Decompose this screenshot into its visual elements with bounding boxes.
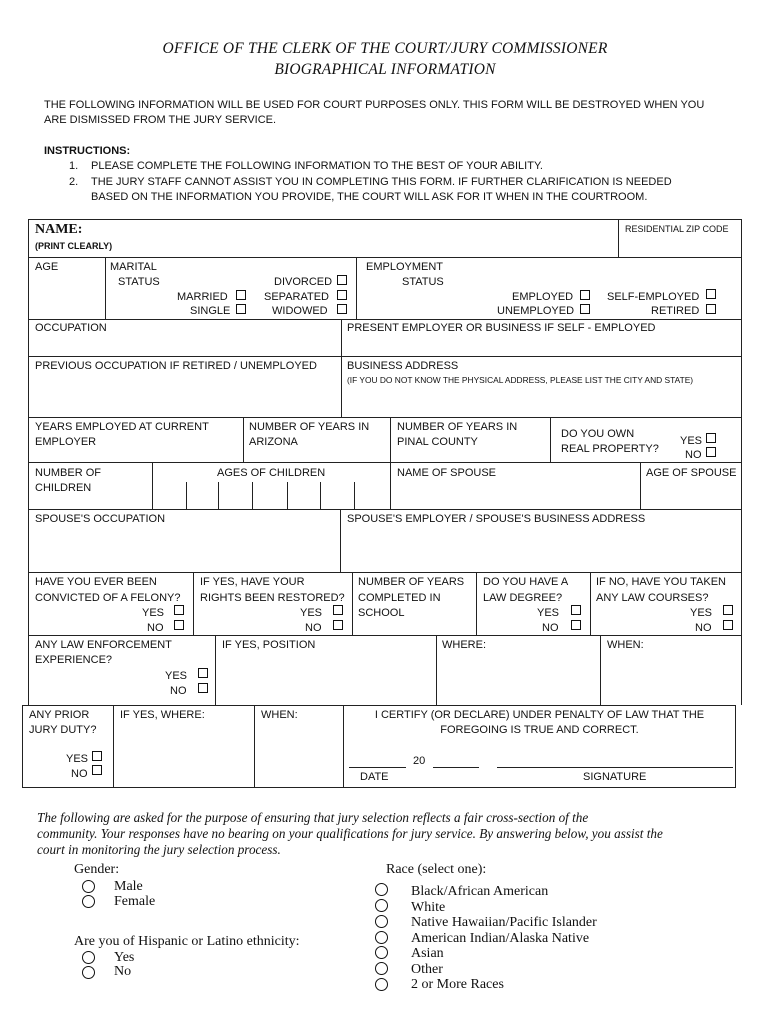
law-enforcement-yes-checkbox[interactable]: [198, 668, 208, 678]
business-address-note: (IF YOU DO NOT KNOW THE PHYSICAL ADDRESS, PLEASE LIST THE CITY AND STATE): [347, 375, 694, 385]
property-no-label: NO: [685, 449, 702, 461]
hispanic-no-label: No: [114, 964, 132, 979]
spouse-age-label: AGE OF SPOUSE: [646, 467, 737, 479]
law-degree-yes-checkbox[interactable]: [571, 605, 581, 615]
law-courses-yes-checkbox[interactable]: [723, 605, 733, 615]
age-label: AGE: [35, 261, 59, 273]
marital-status-label: MARITAL: [110, 261, 157, 273]
felony-no-label: NO: [147, 622, 164, 634]
separated-label: SEPARATED: [264, 291, 329, 303]
form-subtitle: BIOGRAPHICAL INFORMATION: [274, 61, 496, 78]
married-label: MARRIED: [177, 291, 228, 303]
previous-occupation-label: PREVIOUS OCCUPATION IF RETIRED / UNEMPLOYED: [35, 360, 317, 372]
zip-label: RESIDENTIAL ZIP CODE: [625, 224, 729, 234]
zip-field[interactable]: [622, 236, 737, 254]
prior-jury-label: ANY PRIOR: [29, 709, 90, 721]
divorced-checkbox[interactable]: [337, 275, 347, 285]
race-asian-label: Asian: [411, 946, 444, 961]
property-no-checkbox[interactable]: [706, 447, 716, 457]
certify-statement-2: FOREGOING IS TRUE AND CORRECT.: [440, 724, 639, 736]
prior-jury-yes-checkbox[interactable]: [92, 751, 102, 761]
survey-intro-line-2: community. Your responses have no bearing on your qualifications for jury service. By answering below, you assist the: [37, 826, 663, 841]
widowed-label: WIDOWED: [272, 305, 328, 317]
law-enforcement-yes-label: YES: [165, 670, 188, 682]
employed-checkbox[interactable]: [580, 290, 590, 300]
spouse-occupation-label: SPOUSE'S OCCUPATION: [35, 513, 166, 525]
law-degree-yes-label: YES: [537, 607, 560, 619]
felony-yes-label: YES: [142, 607, 165, 619]
unemployed-label: UNEMPLOYED: [497, 305, 575, 317]
instructions-heading: INSTRUCTIONS:: [44, 145, 131, 157]
school-years-label: NUMBER OF YEARS: [358, 576, 465, 588]
years-arizona-label-2: ARIZONA: [249, 436, 298, 448]
instruction-2-line-1: THE JURY STAFF CANNOT ASSIST YOU IN COMPLETING THIS FORM. IF FURTHER CLARIFICATION IS NEEDED: [91, 176, 672, 188]
law-enforcement-no-checkbox[interactable]: [198, 683, 208, 693]
own-property-label: DO YOU OWN: [561, 428, 635, 440]
law-enforcement-no-label: NO: [170, 685, 187, 697]
signature-label: SIGNATURE: [583, 771, 647, 783]
hispanic-label: Are you of Hispanic or Latino ethnicity:: [74, 934, 300, 949]
employment-status-label: EMPLOYMENT: [366, 261, 444, 273]
rights-restored-label: IF YES, HAVE YOUR: [200, 576, 305, 588]
survey-intro-line-3: court in monitoring the jury selection process.: [37, 842, 281, 857]
instruction-1-number: 1.: [69, 160, 79, 172]
race-american-indian-radio[interactable]: [375, 931, 388, 944]
law-degree-no-label: NO: [542, 622, 559, 634]
business-address-label: BUSINESS ADDRESS: [347, 360, 459, 372]
race-white-label: White: [411, 900, 446, 915]
law-degree-label-2: LAW DEGREE?: [483, 592, 563, 604]
gender-male-radio[interactable]: [82, 880, 95, 893]
prior-jury-yes-label: YES: [66, 753, 89, 765]
retired-checkbox[interactable]: [706, 304, 716, 314]
felony-label: HAVE YOU EVER BEEN: [35, 576, 157, 588]
gender-female-label: Female: [114, 894, 156, 909]
instruction-2-number: 2.: [69, 176, 79, 188]
law-courses-label-2: ANY LAW COURSES?: [596, 592, 709, 604]
self-employed-checkbox[interactable]: [706, 289, 716, 299]
felony-yes-checkbox[interactable]: [174, 605, 184, 615]
employed-label: EMPLOYED: [512, 291, 574, 303]
where-label: WHERE:: [442, 639, 486, 651]
race-asian-radio[interactable]: [375, 946, 388, 959]
notice-line-1: THE FOLLOWING INFORMATION WILL BE USED FOR COURT PURPOSES ONLY. THIS FORM WILL BE DESTROYED WHEN YOU: [44, 99, 705, 111]
own-property-label-2: REAL PROPERTY?: [561, 443, 659, 455]
self-employed-label: SELF-EMPLOYED: [607, 291, 700, 303]
law-courses-yes-label: YES: [690, 607, 713, 619]
race-white-radio[interactable]: [375, 899, 388, 912]
race-black-label: Black/African American: [411, 884, 549, 899]
law-degree-no-checkbox[interactable]: [571, 620, 581, 630]
prior-jury-no-label: NO: [71, 768, 88, 780]
race-label: Race (select one):: [386, 862, 487, 877]
certify-statement: I CERTIFY (OR DECLARE) UNDER PENALTY OF LAW THAT THE: [374, 709, 705, 721]
when-label: WHEN:: [607, 639, 644, 651]
survey-intro-line-1: The following are asked for the purpose of ensuring that jury selection reflects a fair cross-section of the: [37, 810, 589, 825]
gender-male-label: Male: [114, 879, 143, 894]
employment-status-label-2: STATUS: [402, 276, 444, 288]
rights-no-label: NO: [305, 622, 322, 634]
position-label: IF YES, POSITION: [222, 639, 316, 651]
property-yes-label: YES: [680, 435, 703, 447]
race-two-or-more-label: 2 or More Races: [411, 977, 504, 992]
school-years-label-2: COMPLETED IN: [358, 592, 441, 604]
unemployed-checkbox[interactable]: [580, 304, 590, 314]
race-other-label: Other: [411, 962, 443, 977]
race-american-indian-label: American Indian/Alaska Native: [411, 931, 590, 946]
race-pacific-islander-label: Native Hawaiian/Pacific Islander: [411, 915, 597, 930]
name-field[interactable]: [140, 222, 610, 254]
race-black-radio[interactable]: [375, 883, 388, 896]
gender-label: Gender:: [74, 862, 120, 877]
year-prefix: 20: [413, 755, 426, 767]
hispanic-yes-radio[interactable]: [82, 951, 95, 964]
ages-children-label: AGES OF CHILDREN: [217, 467, 326, 479]
spouse-employer-label: SPOUSE'S EMPLOYER / SPOUSE'S BUSINESS ADDRESS: [347, 513, 646, 525]
widowed-checkbox[interactable]: [337, 304, 347, 314]
rights-yes-label: YES: [300, 607, 323, 619]
married-checkbox[interactable]: [236, 290, 246, 300]
years-arizona-label: NUMBER OF YEARS IN: [249, 421, 370, 433]
occupation-label: OCCUPATION: [35, 322, 107, 334]
years-pinal-label: NUMBER OF YEARS IN: [397, 421, 518, 433]
years-pinal-label-2: PINAL COUNTY: [397, 436, 478, 448]
notice-line-2: ARE DISMISSED FROM THE JURY SERVICE.: [44, 114, 277, 126]
single-checkbox[interactable]: [236, 304, 246, 314]
property-yes-checkbox[interactable]: [706, 433, 716, 443]
print-clearly-note: (PRINT CLEARLY): [35, 241, 113, 251]
form-title: OFFICE OF THE CLERK OF THE COURT/JURY COMMISSIONER: [162, 40, 608, 57]
prior-jury-when-label: WHEN:: [261, 709, 298, 721]
law-courses-no-label: NO: [695, 622, 712, 634]
instruction-2-line-2: BASED ON THE INFORMATION YOU PROVIDE, THE COURT WILL ASK FOR IT WHEN IN THE COURTROOM.: [91, 191, 648, 203]
gender-female-radio[interactable]: [82, 895, 95, 908]
name-label: NAME:: [35, 222, 83, 237]
years-employed-label-2: EMPLOYER: [35, 436, 97, 448]
separated-checkbox[interactable]: [337, 290, 347, 300]
race-two-or-more-radio[interactable]: [375, 978, 388, 991]
law-courses-no-checkbox[interactable]: [723, 620, 733, 630]
rights-yes-checkbox[interactable]: [333, 605, 343, 615]
single-label: SINGLE: [190, 305, 231, 317]
law-courses-label: IF NO, HAVE YOU TAKEN: [596, 576, 726, 588]
years-employed-label: YEARS EMPLOYED AT CURRENT: [35, 421, 209, 433]
felony-label-2: CONVICTED OF A FELONY?: [35, 592, 181, 604]
num-children-label-2: CHILDREN: [35, 482, 92, 494]
date-label: DATE: [360, 771, 389, 783]
num-children-label: NUMBER OF: [35, 467, 101, 479]
law-enforcement-label-2: EXPERIENCE?: [35, 654, 113, 666]
present-employer-label: PRESENT EMPLOYER OR BUSINESS IF SELF - EMPLOYED: [347, 322, 656, 334]
hispanic-yes-label: Yes: [114, 950, 135, 965]
rights-restored-label-2: RIGHTS BEEN RESTORED?: [200, 592, 345, 604]
school-years-label-3: SCHOOL: [358, 607, 405, 619]
race-pacific-islander-radio[interactable]: [375, 915, 388, 928]
divorced-label: DIVORCED: [274, 276, 333, 288]
retired-label: RETIRED: [651, 305, 700, 317]
prior-jury-no-checkbox[interactable]: [92, 765, 102, 775]
prior-jury-where-label: IF YES, WHERE:: [120, 709, 205, 721]
race-other-radio[interactable]: [375, 962, 388, 975]
rights-no-checkbox[interactable]: [333, 620, 343, 630]
instruction-1: PLEASE COMPLETE THE FOLLOWING INFORMATION TO THE BEST OF YOUR ABILITY.: [91, 160, 543, 172]
prior-jury-label-2: JURY DUTY?: [29, 724, 97, 736]
felony-no-checkbox[interactable]: [174, 620, 184, 630]
law-enforcement-label: ANY LAW ENFORCEMENT: [35, 639, 172, 651]
spouse-name-label: NAME OF SPOUSE: [397, 467, 497, 479]
law-degree-label: DO YOU HAVE A: [483, 576, 569, 588]
marital-status-label-2: STATUS: [118, 276, 160, 288]
hispanic-no-radio[interactable]: [82, 966, 95, 979]
